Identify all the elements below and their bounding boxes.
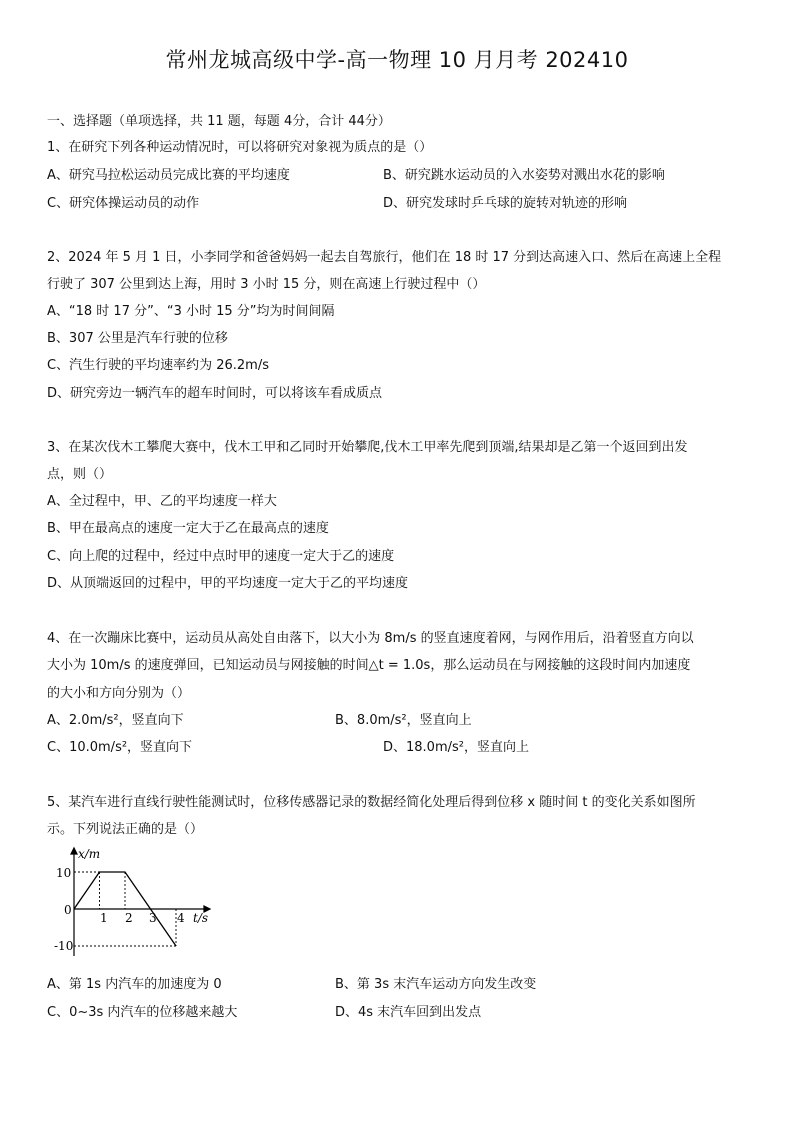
- t-tick-label-4: 4: [177, 911, 185, 925]
- q3-stem-line1: 3、在某次伐木工攀爬大赛中，伐木工甲和乙同时开始攀爬,伐木工甲率先爬到顶端,结果却是乙第一个返回到出发: [47, 440, 688, 455]
- q4-stem-line2: 大小为 10m/s 的速度弹回，已知运动员与网接触的时间△t = 1.0s，那么运动员在与网接触的这段时间内加速度: [47, 658, 691, 673]
- q4-stem-line3: 的大小和方向分别为（）: [47, 686, 191, 701]
- q4-stem-line1: 4、在一次蹦床比赛中，运动员从高处自由落下，以大小为 8m/s 的竖直速度着网，与网作用后，沿着竖直方向以: [47, 631, 694, 646]
- q1-option-d: D、研究发球时乒乓球的旋转对轨迹的形响: [383, 196, 628, 211]
- q4-option-d: D、18.0m/s²，竖直向上: [383, 740, 529, 755]
- q3-option-d: D、从顶端返回的过程中，甲的平均速度一定大于乙的平均速度: [47, 576, 409, 591]
- q2-option-c: C、汽生行驶的平均速率约为 26.2m/s: [47, 358, 269, 373]
- q5-option-b: B、第 3s 末汽车运动方向发生改变: [335, 977, 537, 992]
- q5-option-a: A、第 1s 内汽车的加速度为 0: [47, 977, 222, 992]
- y-tick-label-10: 10: [56, 866, 72, 880]
- origin-label: 0: [64, 903, 72, 917]
- q4-option-b: B、8.0m/s²，竖直向上: [335, 713, 472, 728]
- t-tick-label-1: 1: [100, 911, 108, 925]
- q1-option-c: C、研究体操运动员的动作: [47, 196, 200, 211]
- q3-stem-line2: 点，则（）: [47, 467, 113, 482]
- q1-option-b: B、研究跳水运动员的入水姿势对溅出水花的影响: [383, 168, 665, 183]
- t-tick-label-2: 2: [125, 911, 133, 925]
- y-tick-label-neg10: -10: [54, 939, 74, 953]
- x-axis-arrow: [71, 848, 77, 854]
- t-axis-label: t/s: [193, 911, 209, 925]
- q1-stem: 1、在研究下列各种运动情况时，可以将研究对象视为质点的是（）: [47, 140, 433, 155]
- q2-stem-line1: 2、2024 年 5 月 1 日，小李同学和爸爸妈妈一起去自驾旅行，他们在 18 时 17 分到达高速入口、然后在高速上全程: [47, 250, 722, 265]
- q2-stem-line2: 行驶了 307 公里到达上海，用时 3 小时 15 分，则在高速上行驶过程中（）: [47, 277, 486, 292]
- t-tick-label-3: 3: [149, 911, 157, 925]
- q5-option-c: C、0~3s 内汽车的位移越来越大: [47, 1005, 238, 1020]
- page-title: 常州龙城高级中学-高一物理 10 月月考 202410: [165, 48, 629, 72]
- position-time-graph: [44, 844, 214, 960]
- q4-option-a: A、2.0m/s²，竖直向下: [47, 713, 184, 728]
- section-heading: 一、选择题（单项选择，共 11 题，每题 4分，合计 44分）: [47, 114, 391, 129]
- q2-option-d: D、研究旁边一辆汽车的超车时间时，可以将该车看成质点: [47, 386, 383, 401]
- q5-stem-line2: 示。下列说法正确的是（）: [47, 822, 204, 837]
- x-axis-label: x/m: [78, 847, 101, 861]
- q3-option-b: B、甲在最高点的速度一定大于乙在最高点的速度: [47, 521, 329, 536]
- q2-option-a: A、“18 时 17 分”、“3 小时 15 分”均为时间间隔: [47, 304, 335, 319]
- q4-option-c: C、10.0m/s²，竖直向下: [47, 740, 193, 755]
- q1-option-a: A、研究马拉松运动员完成比赛的平均速度: [47, 168, 290, 183]
- q3-option-a: A、全过程中，甲、乙的平均速度一样大: [47, 494, 277, 509]
- q5-option-d: D、4s 末汽车回到出发点: [335, 1005, 482, 1020]
- q3-option-c: C、向上爬的过程中，经过中点时甲的速度一定大于乙的速度: [47, 549, 395, 564]
- q2-option-b: B、307 公里是汽车行驶的位移: [47, 331, 228, 346]
- q5-stem-line1: 5、某汽车进行直线行驶性能测试时，位移传感器记录的数据经简化处理后得到位移 x 随时间 t 的变化关系如图所: [47, 795, 696, 810]
